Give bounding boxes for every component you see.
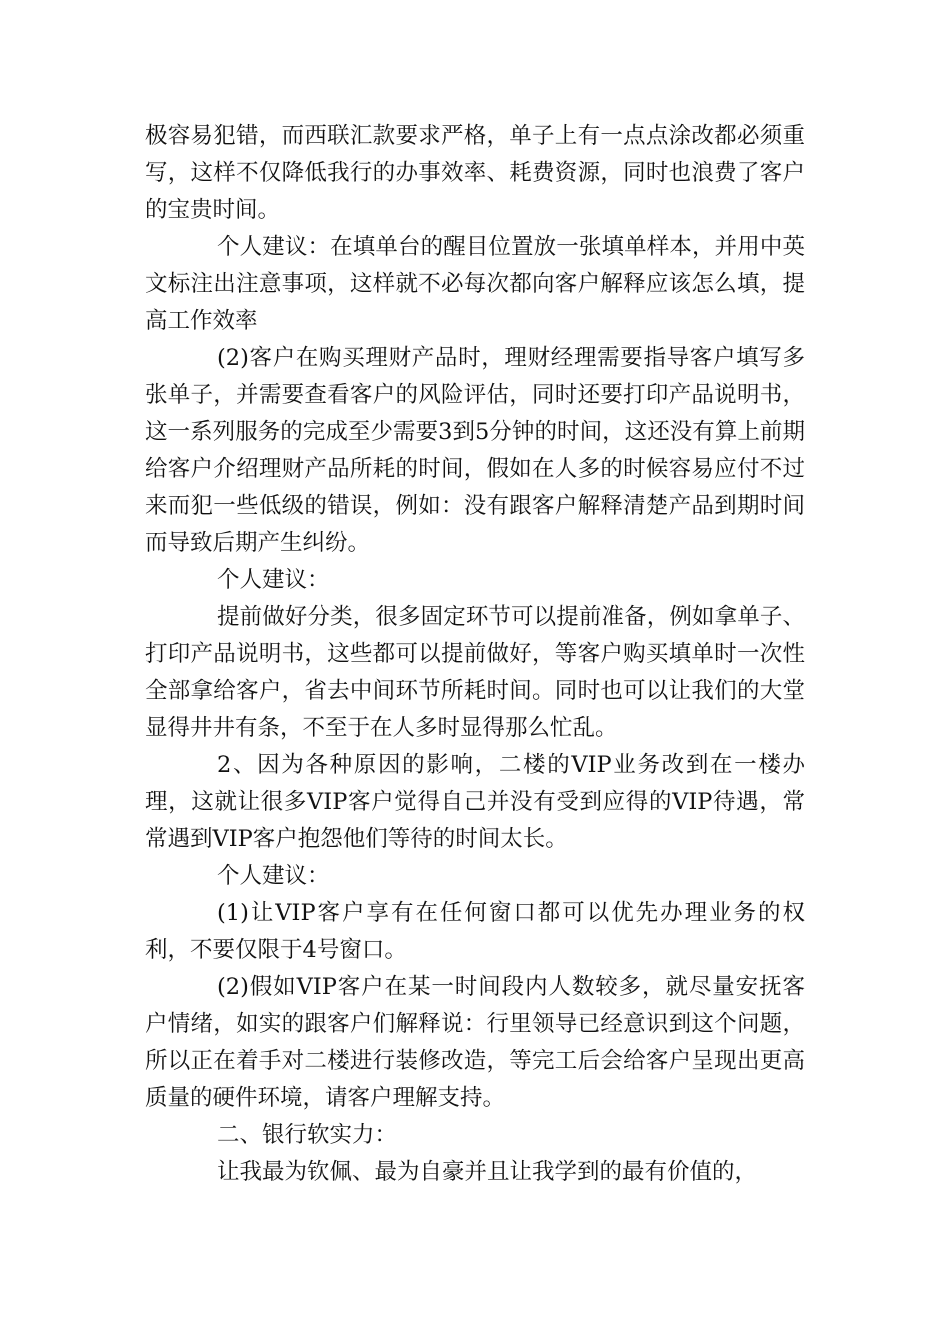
paragraph-suggestion-heading: 个人建议： xyxy=(217,567,330,593)
paragraph-suggestion-heading-2: 个人建议： xyxy=(217,863,330,889)
document-body xyxy=(145,118,805,1191)
paragraph-suggestion-2: 提前做好分类，很多固定环节可以提前准备，例如拿单子、打印产品说明书，这些都可以提前做好，等客户购买填单时一次性全部拿给客户，省去中间环节所耗时间。同时也可以让我们的大堂显得井井有条，不至于在人多时显得那么忙乱。 xyxy=(145,604,805,741)
section-heading-soft-power: 二、银行软实力： xyxy=(217,1122,398,1148)
paragraph-soft-power-intro: 让我最为钦佩、最为自豪并且让我学到的最有价值的， xyxy=(217,1159,758,1185)
paragraph-item-2: (2)客户在购买理财产品时，理财经理需要指导客户填写多张单子，并需要查看客户的风险评估，同时还要打印产品说明书，这一系列服务的完成至少需要3到5分钟的时间，这还没有算上前期给客户介绍理财产品所耗的时间，假如在人多的时候容易应付不过来而犯一些低级的错误，例如：没有跟客户解释清楚产品到期时间而导致后期产生纠纷。 xyxy=(145,345,805,556)
paragraph-vip-item-2: (2)假如VIP客户在某一时间段内人数较多，就尽量安抚客户情绪，如实的跟客户们解释说：行里领导已经意识到这个问题，所以正在着手对二楼进行装修改造，等完工后会给客户呈现出更高质量的硬件环境，请客户理解支持。 xyxy=(145,974,805,1111)
paragraph-continuation: 极容易犯错，而西联汇款要求严格，单子上有一点点涂改都必须重写，这样不仅降低我行的办事效率、耗费资源，同时也浪费了客户的宝贵时间。 xyxy=(145,123,805,223)
paragraph-suggestion-1: 个人建议：在填单台的醒目位置放一张填单样本，并用中英文标注出注意事项，这样就不必每次都向客户解释应该怎么填，提高工作效率 xyxy=(145,234,805,334)
paragraph-vip-issue: 2、因为各种原因的影响，二楼的VIP业务改到在一楼办理，这就让很多VIP客户觉得自己并没有受到应得的VIP待遇，常常遇到VIP客户抱怨他们等待的时间太长。 xyxy=(145,752,805,852)
paragraph-vip-item-1: (1)让VIP客户享有在任何窗口都可以优先办理业务的权利，不要仅限于4号窗口。 xyxy=(145,900,805,963)
